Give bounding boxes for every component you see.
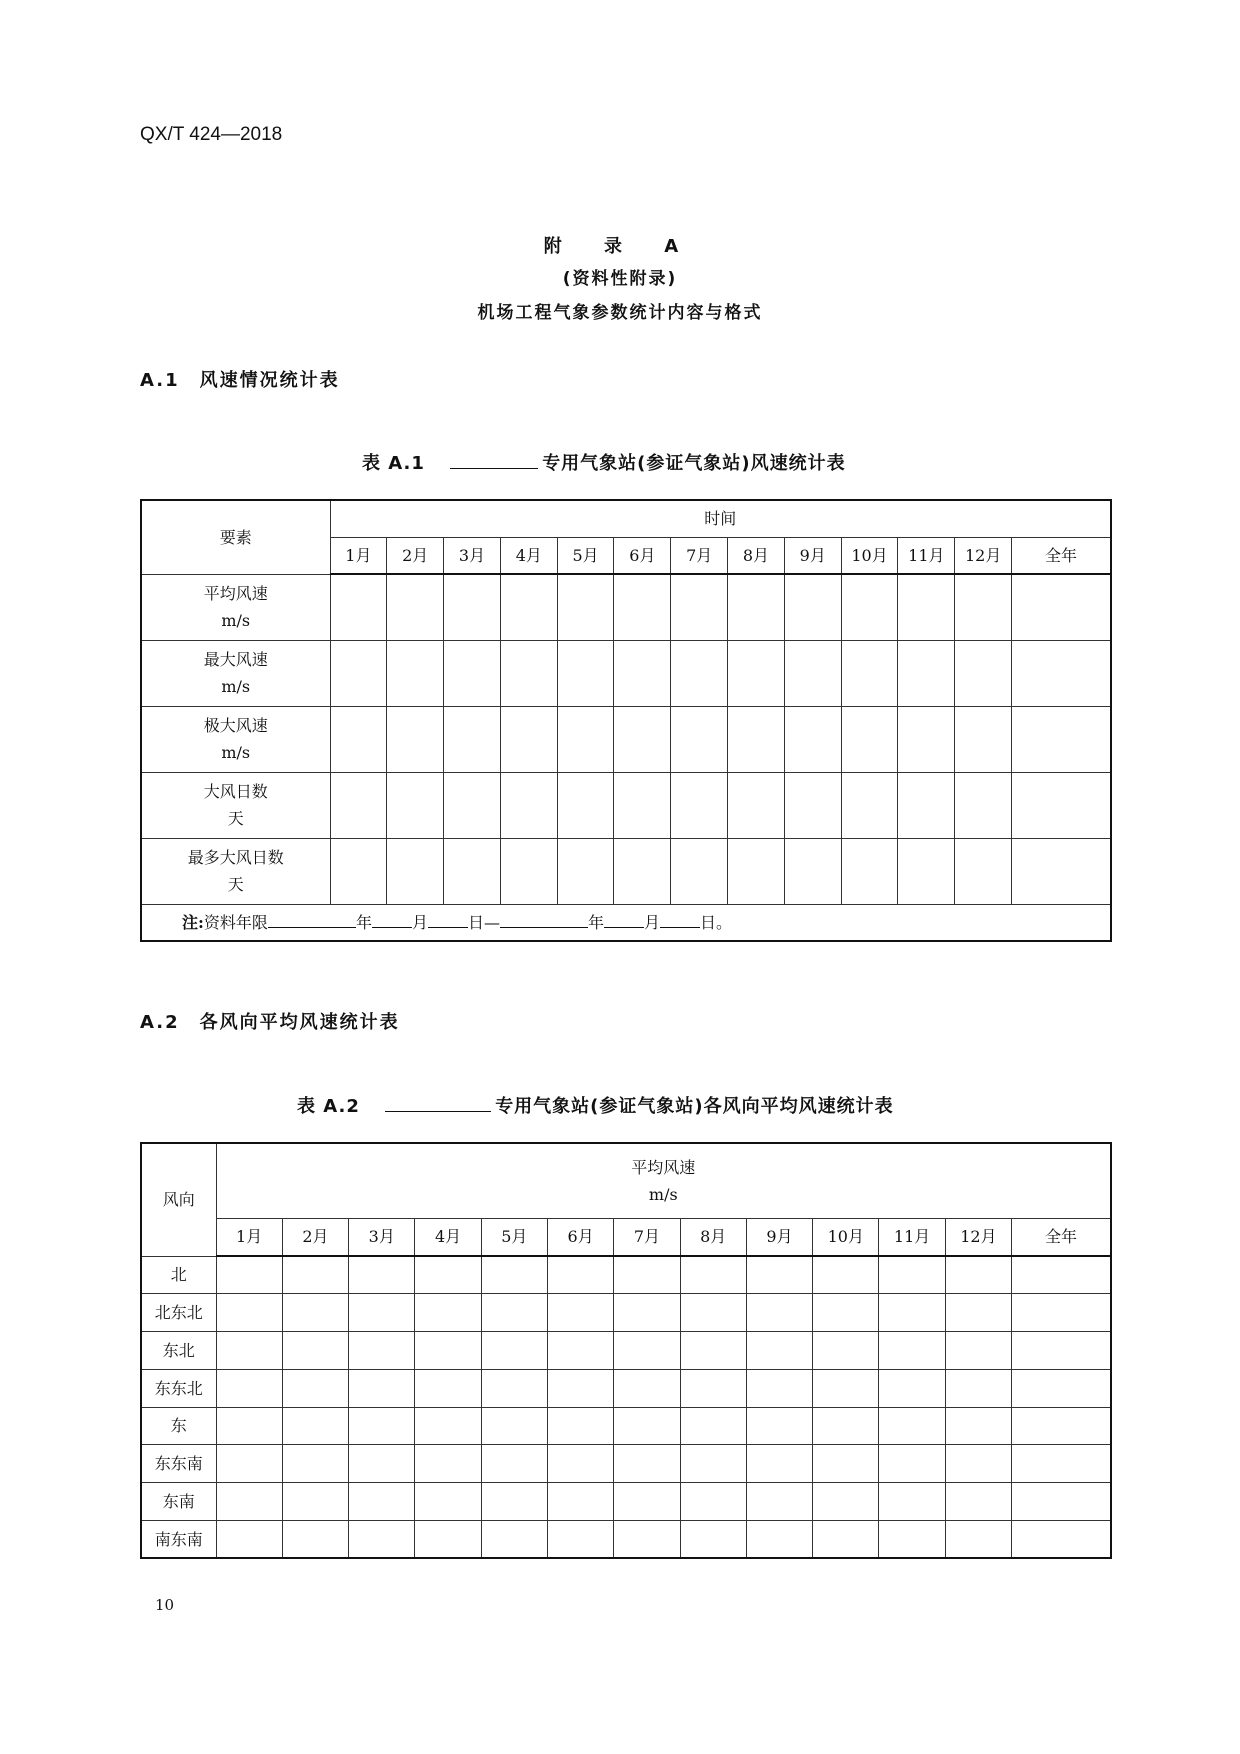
data-cell — [746, 1521, 812, 1559]
row-label — [141, 772, 330, 838]
data-cell — [500, 838, 557, 904]
appendix-type: (资料性附录) — [562, 269, 678, 289]
data-cell — [784, 772, 841, 838]
data-cell — [879, 1521, 945, 1559]
data-cell — [879, 1332, 945, 1370]
data-cell — [547, 1294, 613, 1332]
data-cell — [216, 1332, 282, 1370]
data-cell — [955, 574, 1012, 640]
table-a1-caption — [362, 449, 846, 475]
data-cell — [216, 1294, 282, 1332]
column-group-header-avg-speed — [216, 1143, 1111, 1218]
data-cell — [557, 838, 614, 904]
row-unit: 天 — [227, 809, 244, 828]
data-cell — [945, 1294, 1011, 1332]
table-row — [141, 1407, 1111, 1445]
row-label — [141, 574, 330, 640]
note-d2: 日。 — [700, 912, 733, 932]
row-unit: m/s — [221, 677, 251, 696]
data-cell — [481, 1294, 547, 1332]
table-row — [141, 706, 1111, 772]
appendix-subtitle: 机场工程气象参数统计内容与格式 — [477, 303, 763, 323]
data-cell — [680, 1332, 746, 1370]
data-cell — [813, 1445, 879, 1483]
data-cell — [282, 1521, 348, 1559]
data-cell — [1012, 838, 1111, 904]
data-cell — [500, 574, 557, 640]
caption-prefix: 表 A.1 — [362, 453, 425, 474]
month-header: 8月 — [728, 537, 785, 574]
note-blank — [428, 927, 468, 928]
data-cell — [216, 1521, 282, 1559]
row-label: 东南 — [141, 1483, 216, 1521]
data-cell — [1012, 706, 1111, 772]
month-header: 5月 — [557, 537, 614, 574]
month-header: 5月 — [481, 1218, 547, 1256]
page-number: 10 — [155, 1596, 175, 1614]
month-header: 7月 — [614, 1218, 680, 1256]
data-cell — [784, 574, 841, 640]
data-cell — [444, 772, 501, 838]
group-unit: m/s — [648, 1184, 678, 1204]
row-label: 南东南 — [141, 1521, 216, 1559]
data-cell — [387, 838, 444, 904]
data-cell — [746, 1445, 812, 1483]
month-header: 全年 — [1012, 537, 1111, 574]
data-cell — [415, 1445, 481, 1483]
note-blank — [660, 927, 700, 928]
data-cell — [415, 1521, 481, 1559]
data-cell — [415, 1294, 481, 1332]
data-cell — [330, 838, 387, 904]
data-cell — [841, 772, 898, 838]
data-cell — [746, 1407, 812, 1445]
data-cell — [481, 1407, 547, 1445]
data-cell — [728, 640, 785, 706]
month-header: 7月 — [671, 537, 728, 574]
section-heading-a1: A.1 风速情况统计表 — [140, 370, 340, 391]
table-row — [141, 1294, 1111, 1332]
row-label: 东东北 — [141, 1369, 216, 1407]
data-cell — [444, 706, 501, 772]
data-cell — [728, 574, 785, 640]
row-label: 东北 — [141, 1332, 216, 1370]
data-cell — [955, 838, 1012, 904]
data-cell — [614, 574, 671, 640]
note-y1: 年 — [355, 912, 372, 932]
row-label — [141, 838, 330, 904]
data-cell — [547, 1521, 613, 1559]
table-row — [141, 838, 1111, 904]
month-header: 6月 — [614, 537, 671, 574]
data-cell — [1012, 1407, 1112, 1445]
table-row — [141, 640, 1111, 706]
data-cell — [557, 574, 614, 640]
data-cell — [728, 838, 785, 904]
data-cell — [614, 1294, 680, 1332]
data-cell — [813, 1256, 879, 1294]
table-note — [141, 904, 1111, 941]
month-header: 10月 — [813, 1218, 879, 1256]
data-cell — [330, 772, 387, 838]
month-header: 3月 — [444, 537, 501, 574]
row-name: 大风日数 — [203, 781, 268, 801]
data-cell — [728, 706, 785, 772]
note-m1: 月 — [411, 912, 428, 932]
month-header: 3月 — [349, 1218, 415, 1256]
data-cell — [349, 1332, 415, 1370]
data-cell — [282, 1256, 348, 1294]
data-cell — [945, 1445, 1011, 1483]
caption-suffix: 专用气象站(参证气象站)各风向平均风速统计表 — [495, 1096, 894, 1117]
data-cell — [282, 1332, 348, 1370]
row-label — [141, 640, 330, 706]
data-cell — [282, 1369, 348, 1407]
data-cell — [415, 1369, 481, 1407]
data-cell — [614, 772, 671, 838]
month-header: 10月 — [841, 537, 898, 574]
data-cell — [784, 640, 841, 706]
data-cell — [330, 574, 387, 640]
data-cell — [349, 1256, 415, 1294]
table-row — [141, 1483, 1111, 1521]
data-cell — [680, 1294, 746, 1332]
data-cell — [813, 1332, 879, 1370]
data-cell — [415, 1256, 481, 1294]
data-cell — [349, 1445, 415, 1483]
data-cell — [680, 1483, 746, 1521]
data-cell — [841, 706, 898, 772]
data-cell — [547, 1332, 613, 1370]
data-cell — [1012, 1256, 1112, 1294]
month-header: 11月 — [879, 1218, 945, 1256]
data-cell — [841, 574, 898, 640]
data-cell — [746, 1256, 812, 1294]
data-cell — [879, 1369, 945, 1407]
table-row — [141, 1521, 1111, 1559]
row-label: 北 — [141, 1256, 216, 1294]
note-m2: 月 — [644, 912, 661, 932]
table-row — [141, 574, 1111, 640]
month-header: 4月 — [500, 537, 557, 574]
data-cell — [481, 1445, 547, 1483]
month-header: 12月 — [945, 1218, 1011, 1256]
note-blank — [268, 927, 356, 928]
data-cell — [1012, 1445, 1112, 1483]
data-cell — [547, 1483, 613, 1521]
data-cell — [1012, 1294, 1112, 1332]
data-cell — [415, 1407, 481, 1445]
column-header-direction: 风向 — [141, 1143, 216, 1256]
data-cell — [282, 1483, 348, 1521]
data-cell — [945, 1332, 1011, 1370]
note-y2: 年 — [587, 912, 604, 932]
month-header: 8月 — [680, 1218, 746, 1256]
row-name: 极大风速 — [203, 715, 268, 735]
data-cell — [945, 1369, 1011, 1407]
group-label: 平均风速 — [631, 1157, 696, 1177]
data-cell — [547, 1369, 613, 1407]
data-cell — [349, 1294, 415, 1332]
caption-blank — [450, 468, 538, 469]
data-cell — [387, 706, 444, 772]
row-name: 最多大风日数 — [187, 847, 284, 867]
data-cell — [671, 772, 728, 838]
data-cell — [680, 1445, 746, 1483]
data-cell — [841, 640, 898, 706]
table-row — [141, 1332, 1111, 1370]
row-label — [141, 706, 330, 772]
wind-speed-table — [140, 499, 1112, 942]
data-cell — [330, 706, 387, 772]
note-text1: 资料年限 — [203, 912, 268, 932]
data-cell — [955, 640, 1012, 706]
table-row — [141, 772, 1111, 838]
data-cell — [879, 1445, 945, 1483]
data-cell — [500, 706, 557, 772]
data-cell — [945, 1483, 1011, 1521]
month-header: 1月 — [330, 537, 387, 574]
data-cell — [728, 772, 785, 838]
data-cell — [481, 1483, 547, 1521]
data-cell — [813, 1407, 879, 1445]
data-cell — [671, 640, 728, 706]
row-name: 平均风速 — [203, 583, 268, 603]
month-header: 1月 — [216, 1218, 282, 1256]
data-cell — [955, 772, 1012, 838]
data-cell — [945, 1407, 1011, 1445]
data-cell — [898, 640, 955, 706]
data-cell — [746, 1294, 812, 1332]
data-cell — [879, 1483, 945, 1521]
table-row — [141, 1445, 1111, 1483]
data-cell — [216, 1445, 282, 1483]
data-cell — [444, 640, 501, 706]
month-header: 4月 — [415, 1218, 481, 1256]
caption-suffix: 专用气象站(参证气象站)风速统计表 — [542, 453, 846, 474]
data-cell — [216, 1256, 282, 1294]
data-cell — [1012, 1483, 1112, 1521]
data-cell — [282, 1445, 348, 1483]
data-cell — [216, 1483, 282, 1521]
data-cell — [415, 1483, 481, 1521]
data-cell — [387, 574, 444, 640]
data-cell — [547, 1445, 613, 1483]
data-cell — [898, 772, 955, 838]
data-cell — [282, 1294, 348, 1332]
data-cell — [216, 1407, 282, 1445]
data-cell — [387, 772, 444, 838]
data-cell — [813, 1294, 879, 1332]
data-cell — [349, 1521, 415, 1559]
data-cell — [614, 706, 671, 772]
data-cell — [680, 1256, 746, 1294]
row-unit: m/s — [221, 611, 251, 630]
data-cell — [680, 1369, 746, 1407]
row-label: 北东北 — [141, 1294, 216, 1332]
section-heading-a2: A.2 各风向平均风速统计表 — [140, 1012, 400, 1033]
data-cell — [500, 772, 557, 838]
note-blank — [500, 927, 588, 928]
table-row — [141, 1369, 1111, 1407]
month-header: 12月 — [955, 537, 1012, 574]
data-cell — [1012, 640, 1111, 706]
data-cell — [557, 772, 614, 838]
data-cell — [349, 1407, 415, 1445]
direction-wind-speed-table — [140, 1142, 1112, 1559]
data-cell — [945, 1521, 1011, 1559]
data-cell — [481, 1369, 547, 1407]
data-cell — [547, 1256, 613, 1294]
note-d1: 日— — [467, 912, 500, 932]
data-cell — [547, 1407, 613, 1445]
row-label: 东东南 — [141, 1445, 216, 1483]
data-cell — [387, 640, 444, 706]
data-cell — [614, 1407, 680, 1445]
data-cell — [955, 706, 1012, 772]
data-cell — [1012, 772, 1111, 838]
data-cell — [444, 838, 501, 904]
data-cell — [614, 838, 671, 904]
column-header-element: 要素 — [141, 500, 330, 574]
data-cell — [1012, 574, 1111, 640]
data-cell — [898, 706, 955, 772]
standard-number: QX/T 424—2018 — [140, 124, 283, 145]
appendix-title: 附 录 A — [543, 236, 697, 257]
data-cell — [746, 1369, 812, 1407]
data-cell — [813, 1521, 879, 1559]
data-cell — [614, 1483, 680, 1521]
note-blank — [372, 927, 412, 928]
data-cell — [879, 1294, 945, 1332]
data-cell — [349, 1369, 415, 1407]
data-cell — [813, 1369, 879, 1407]
data-cell — [671, 838, 728, 904]
data-cell — [614, 1521, 680, 1559]
data-cell — [500, 640, 557, 706]
data-cell — [1012, 1369, 1112, 1407]
data-cell — [671, 574, 728, 640]
data-cell — [784, 838, 841, 904]
note-blank — [604, 927, 644, 928]
month-header: 2月 — [387, 537, 444, 574]
row-name: 最大风速 — [203, 649, 268, 669]
data-cell — [841, 838, 898, 904]
data-cell — [481, 1256, 547, 1294]
caption-blank — [385, 1111, 491, 1112]
data-cell — [481, 1332, 547, 1370]
data-cell — [898, 838, 955, 904]
month-header: 9月 — [746, 1218, 812, 1256]
data-cell — [282, 1407, 348, 1445]
data-cell — [444, 574, 501, 640]
data-cell — [746, 1483, 812, 1521]
data-cell — [898, 574, 955, 640]
row-label: 东 — [141, 1407, 216, 1445]
note-label: 注: — [182, 912, 204, 932]
data-cell — [680, 1521, 746, 1559]
data-cell — [216, 1369, 282, 1407]
row-unit: m/s — [221, 743, 251, 762]
data-cell — [680, 1407, 746, 1445]
data-cell — [614, 1445, 680, 1483]
month-header: 2月 — [282, 1218, 348, 1256]
data-cell — [614, 1332, 680, 1370]
month-header: 全年 — [1012, 1218, 1112, 1256]
data-cell — [945, 1256, 1011, 1294]
data-cell — [671, 706, 728, 772]
table-row — [141, 1256, 1111, 1294]
month-header: 9月 — [784, 537, 841, 574]
data-cell — [784, 706, 841, 772]
data-cell — [879, 1407, 945, 1445]
data-cell — [557, 640, 614, 706]
data-cell — [614, 640, 671, 706]
data-cell — [1012, 1332, 1112, 1370]
caption-prefix: 表 A.2 — [297, 1096, 360, 1117]
data-cell — [614, 1256, 680, 1294]
column-group-header-time: 时间 — [330, 500, 1111, 537]
data-cell — [813, 1483, 879, 1521]
data-cell — [481, 1521, 547, 1559]
data-cell — [415, 1332, 481, 1370]
month-header: 11月 — [898, 537, 955, 574]
month-header: 6月 — [547, 1218, 613, 1256]
data-cell — [349, 1483, 415, 1521]
data-cell — [1012, 1521, 1112, 1559]
data-cell — [614, 1369, 680, 1407]
row-unit: 天 — [227, 875, 244, 894]
data-cell — [557, 706, 614, 772]
data-cell — [746, 1332, 812, 1370]
table-a2-caption — [297, 1092, 894, 1118]
data-cell — [879, 1256, 945, 1294]
data-cell — [330, 640, 387, 706]
